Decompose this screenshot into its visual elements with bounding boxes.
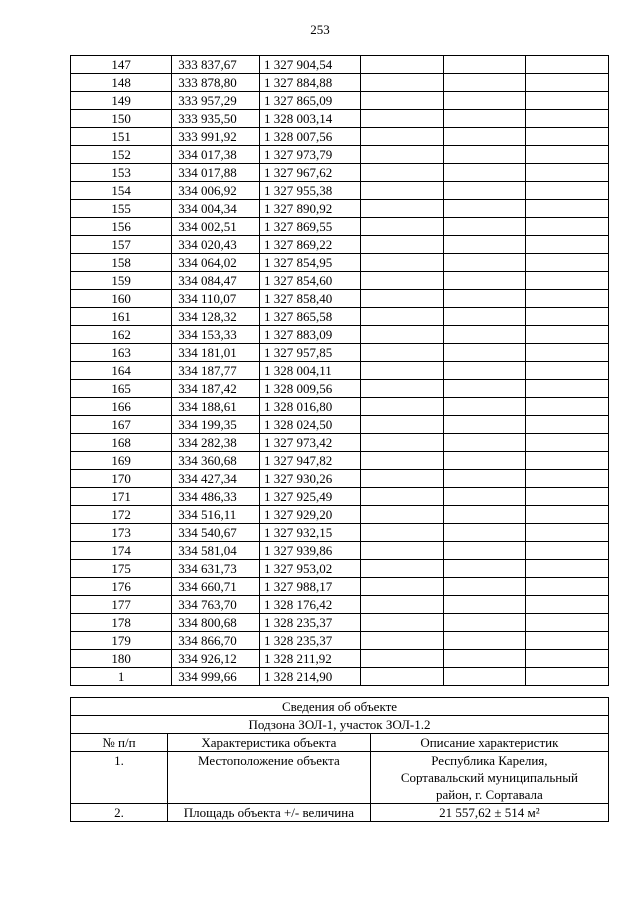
coordinate-x: 334 516,11 — [172, 506, 260, 524]
empty-cell — [526, 74, 609, 92]
coordinate-x: 334 540,67 — [172, 524, 260, 542]
empty-cell — [361, 650, 444, 668]
table-row — [71, 290, 609, 308]
table-row — [71, 506, 609, 524]
table-row — [71, 560, 609, 578]
empty-cell — [361, 326, 444, 344]
point-number: 180 — [71, 650, 172, 668]
coordinate-y: 1 327 883,09 — [259, 326, 360, 344]
empty-cell — [361, 272, 444, 290]
coordinate-y: 1 327 929,20 — [259, 506, 360, 524]
page-number: 253 — [310, 22, 330, 37]
empty-cell — [361, 470, 444, 488]
coordinate-y: 1 328 007,56 — [259, 128, 360, 146]
row-description — [370, 804, 608, 822]
empty-cell — [443, 92, 526, 110]
empty-cell — [361, 596, 444, 614]
point-number: 165 — [71, 380, 172, 398]
coordinate-x: 334 084,47 — [172, 272, 260, 290]
table-row — [71, 614, 609, 632]
point-number: 150 — [71, 110, 172, 128]
point-number: 179 — [71, 632, 172, 650]
empty-cell — [526, 560, 609, 578]
coordinate-y: 1 327 904,54 — [259, 56, 360, 74]
coordinate-y: 1 327 869,22 — [259, 236, 360, 254]
empty-cell — [361, 578, 444, 596]
empty-cell — [526, 200, 609, 218]
empty-cell — [526, 146, 609, 164]
empty-cell — [443, 74, 526, 92]
empty-cell — [526, 290, 609, 308]
empty-cell — [361, 254, 444, 272]
coordinate-y: 1 327 967,62 — [259, 164, 360, 182]
empty-cell — [526, 488, 609, 506]
empty-cell — [361, 668, 444, 686]
row-num: 2. — [71, 804, 168, 822]
coordinate-x: 334 110,07 — [172, 290, 260, 308]
empty-cell — [361, 452, 444, 470]
empty-cell — [443, 668, 526, 686]
empty-cell — [443, 218, 526, 236]
coordinate-y: 1 328 003,14 — [259, 110, 360, 128]
coordinate-x: 333 991,92 — [172, 128, 260, 146]
empty-cell — [361, 488, 444, 506]
empty-cell — [443, 164, 526, 182]
empty-cell — [443, 362, 526, 380]
empty-cell — [443, 272, 526, 290]
empty-cell — [443, 344, 526, 362]
coordinate-x: 334 926,12 — [172, 650, 260, 668]
empty-cell — [361, 362, 444, 380]
coordinate-y: 1 327 939,86 — [259, 542, 360, 560]
coordinate-y: 1 327 869,55 — [259, 218, 360, 236]
empty-cell — [443, 254, 526, 272]
table-row — [71, 632, 609, 650]
coordinate-x: 334 188,61 — [172, 398, 260, 416]
coordinate-x: 333 837,67 — [172, 56, 260, 74]
empty-cell — [526, 128, 609, 146]
table-row — [71, 218, 609, 236]
coordinate-y: 1 327 858,40 — [259, 290, 360, 308]
coordinate-x: 334 631,73 — [172, 560, 260, 578]
coordinate-x: 334 282,38 — [172, 434, 260, 452]
table-row — [71, 596, 609, 614]
point-number: 149 — [71, 92, 172, 110]
table-row — [71, 380, 609, 398]
empty-cell — [443, 56, 526, 74]
table-row — [71, 650, 609, 668]
coordinate-y: 1 327 947,82 — [259, 452, 360, 470]
empty-cell — [361, 434, 444, 452]
empty-cell — [443, 398, 526, 416]
empty-cell — [526, 416, 609, 434]
empty-cell — [361, 344, 444, 362]
coordinate-y: 1 327 854,60 — [259, 272, 360, 290]
row-characteristic: Местоположение объекта — [168, 752, 371, 804]
empty-cell — [526, 398, 609, 416]
row-description — [370, 752, 608, 804]
empty-cell — [443, 200, 526, 218]
table-row — [71, 488, 609, 506]
empty-cell — [361, 146, 444, 164]
point-number: 176 — [71, 578, 172, 596]
coordinate-x: 334 002,51 — [172, 218, 260, 236]
coordinate-x: 334 486,33 — [172, 488, 260, 506]
table-row — [71, 668, 609, 686]
coordinate-x: 334 581,04 — [172, 542, 260, 560]
empty-cell — [526, 236, 609, 254]
point-number: 155 — [71, 200, 172, 218]
point-number: 148 — [71, 74, 172, 92]
empty-cell — [443, 524, 526, 542]
table-row — [71, 236, 609, 254]
coordinate-y: 1 328 214,90 — [259, 668, 360, 686]
empty-cell — [361, 632, 444, 650]
empty-cell — [361, 542, 444, 560]
coordinate-y: 1 327 930,26 — [259, 470, 360, 488]
empty-cell — [526, 452, 609, 470]
point-number: 147 — [71, 56, 172, 74]
empty-cell — [443, 308, 526, 326]
coordinate-x: 333 878,80 — [172, 74, 260, 92]
empty-cell — [361, 92, 444, 110]
table-row — [71, 200, 609, 218]
coordinate-x: 333 957,29 — [172, 92, 260, 110]
empty-cell — [443, 434, 526, 452]
coordinate-x: 334 187,42 — [172, 380, 260, 398]
empty-cell — [526, 344, 609, 362]
empty-cell — [526, 380, 609, 398]
table-row — [71, 92, 609, 110]
empty-cell — [443, 452, 526, 470]
empty-cell — [443, 650, 526, 668]
table-row — [71, 74, 609, 92]
coordinate-y: 1 327 854,95 — [259, 254, 360, 272]
point-number: 166 — [71, 398, 172, 416]
empty-cell — [361, 236, 444, 254]
table-row — [71, 146, 609, 164]
coordinate-x: 334 153,33 — [172, 326, 260, 344]
header-description: Описание характеристик — [370, 734, 608, 752]
empty-cell — [361, 398, 444, 416]
point-number: 175 — [71, 560, 172, 578]
coordinate-y: 1 327 955,38 — [259, 182, 360, 200]
coordinate-x: 334 004,34 — [172, 200, 260, 218]
description-line: 21 557,62 ± 514 м² — [439, 805, 540, 820]
empty-cell — [526, 326, 609, 344]
empty-cell — [361, 614, 444, 632]
empty-cell — [443, 632, 526, 650]
coordinate-y: 1 327 925,49 — [259, 488, 360, 506]
empty-cell — [443, 128, 526, 146]
empty-cell — [443, 326, 526, 344]
point-number: 164 — [71, 362, 172, 380]
empty-cell — [443, 470, 526, 488]
empty-cell — [443, 182, 526, 200]
point-number: 174 — [71, 542, 172, 560]
header-num: № п/п — [71, 734, 168, 752]
empty-cell — [443, 110, 526, 128]
coordinate-x: 334 866,70 — [172, 632, 260, 650]
empty-cell — [443, 596, 526, 614]
point-number: 169 — [71, 452, 172, 470]
coordinate-y: 1 327 953,02 — [259, 560, 360, 578]
empty-cell — [361, 200, 444, 218]
empty-cell — [443, 506, 526, 524]
empty-cell — [526, 668, 609, 686]
coordinate-y: 1 328 024,50 — [259, 416, 360, 434]
empty-cell — [526, 218, 609, 236]
point-number: 153 — [71, 164, 172, 182]
object-info-table — [70, 697, 609, 822]
table-row — [71, 56, 609, 74]
empty-cell — [443, 488, 526, 506]
point-number: 156 — [71, 218, 172, 236]
coordinate-y: 1 328 235,37 — [259, 614, 360, 632]
coordinate-y: 1 328 235,37 — [259, 632, 360, 650]
table-row — [71, 362, 609, 380]
coordinate-x: 334 427,34 — [172, 470, 260, 488]
empty-cell — [361, 506, 444, 524]
point-number: 163 — [71, 344, 172, 362]
empty-cell — [526, 434, 609, 452]
empty-cell — [443, 560, 526, 578]
table-row — [71, 308, 609, 326]
table-row — [71, 182, 609, 200]
coordinate-x: 333 935,50 — [172, 110, 260, 128]
point-number: 167 — [71, 416, 172, 434]
coordinate-x: 334 187,77 — [172, 362, 260, 380]
info-row — [71, 804, 609, 822]
coordinate-y: 1 328 211,92 — [259, 650, 360, 668]
coordinate-x: 334 128,32 — [172, 308, 260, 326]
table-row — [71, 128, 609, 146]
empty-cell — [526, 470, 609, 488]
empty-cell — [361, 182, 444, 200]
coordinate-y: 1 328 176,42 — [259, 596, 360, 614]
coordinate-x: 334 999,66 — [172, 668, 260, 686]
empty-cell — [361, 416, 444, 434]
point-number: 152 — [71, 146, 172, 164]
empty-cell — [443, 542, 526, 560]
point-number: 1 — [71, 668, 172, 686]
coordinate-y: 1 327 973,79 — [259, 146, 360, 164]
table-row — [71, 578, 609, 596]
point-number: 172 — [71, 506, 172, 524]
coordinate-x: 334 006,92 — [172, 182, 260, 200]
empty-cell — [443, 380, 526, 398]
empty-cell — [443, 290, 526, 308]
coordinate-y: 1 327 865,58 — [259, 308, 360, 326]
coordinates-table — [70, 55, 609, 686]
empty-cell — [361, 110, 444, 128]
empty-cell — [443, 578, 526, 596]
table-row — [71, 542, 609, 560]
point-number: 178 — [71, 614, 172, 632]
table-row — [71, 452, 609, 470]
point-number: 168 — [71, 434, 172, 452]
point-number: 173 — [71, 524, 172, 542]
coordinate-x: 334 181,01 — [172, 344, 260, 362]
point-number: 162 — [71, 326, 172, 344]
coordinate-y: 1 327 884,88 — [259, 74, 360, 92]
table-row — [71, 398, 609, 416]
empty-cell — [361, 164, 444, 182]
empty-cell — [526, 632, 609, 650]
empty-cell — [526, 578, 609, 596]
empty-cell — [361, 380, 444, 398]
empty-cell — [526, 92, 609, 110]
point-number: 171 — [71, 488, 172, 506]
row-characteristic: Площадь объекта +/- величина — [168, 804, 371, 822]
coordinate-y: 1 327 865,09 — [259, 92, 360, 110]
point-number: 177 — [71, 596, 172, 614]
table-row — [71, 434, 609, 452]
empty-cell — [361, 128, 444, 146]
point-number: 158 — [71, 254, 172, 272]
empty-cell — [526, 56, 609, 74]
empty-cell — [526, 362, 609, 380]
coordinate-y: 1 327 973,42 — [259, 434, 360, 452]
table-row — [71, 110, 609, 128]
coordinate-x: 334 064,02 — [172, 254, 260, 272]
point-number: 157 — [71, 236, 172, 254]
empty-cell — [526, 614, 609, 632]
empty-cell — [526, 164, 609, 182]
point-number: 151 — [71, 128, 172, 146]
empty-cell — [443, 614, 526, 632]
table-row — [71, 344, 609, 362]
coordinate-x: 334 017,38 — [172, 146, 260, 164]
row-num: 1. — [71, 752, 168, 804]
coordinate-y: 1 327 988,17 — [259, 578, 360, 596]
point-number: 161 — [71, 308, 172, 326]
empty-cell — [361, 290, 444, 308]
empty-cell — [361, 218, 444, 236]
table-row — [71, 164, 609, 182]
empty-cell — [526, 272, 609, 290]
info-subtitle: Подзона ЗОЛ-1, участок ЗОЛ-1.2 — [71, 716, 609, 734]
empty-cell — [443, 146, 526, 164]
table-row — [71, 272, 609, 290]
coordinate-y: 1 327 932,15 — [259, 524, 360, 542]
coordinate-x: 334 360,68 — [172, 452, 260, 470]
empty-cell — [361, 56, 444, 74]
empty-cell — [526, 506, 609, 524]
empty-cell — [526, 110, 609, 128]
coordinate-y: 1 327 957,85 — [259, 344, 360, 362]
header-characteristic: Характеристика объекта — [168, 734, 371, 752]
table-row — [71, 326, 609, 344]
empty-cell — [361, 74, 444, 92]
empty-cell — [526, 254, 609, 272]
description-line: район, г. Сортавала — [435, 787, 543, 802]
empty-cell — [526, 308, 609, 326]
coordinate-x: 334 199,35 — [172, 416, 260, 434]
table-row — [71, 416, 609, 434]
empty-cell — [526, 650, 609, 668]
description-line: Республика Карелия, — [431, 753, 548, 768]
coordinate-y: 1 328 009,56 — [259, 380, 360, 398]
info-row — [71, 752, 609, 804]
coordinate-y: 1 328 016,80 — [259, 398, 360, 416]
empty-cell — [526, 182, 609, 200]
empty-cell — [526, 542, 609, 560]
description-line: Сортавальский муниципальный — [400, 770, 578, 785]
coordinate-x: 334 660,71 — [172, 578, 260, 596]
empty-cell — [361, 524, 444, 542]
empty-cell — [526, 596, 609, 614]
empty-cell — [361, 308, 444, 326]
table-row — [71, 470, 609, 488]
coordinate-x: 334 800,68 — [172, 614, 260, 632]
empty-cell — [443, 416, 526, 434]
point-number: 159 — [71, 272, 172, 290]
coordinate-y: 1 328 004,11 — [259, 362, 360, 380]
empty-cell — [526, 524, 609, 542]
point-number: 170 — [71, 470, 172, 488]
coordinate-x: 334 017,88 — [172, 164, 260, 182]
point-number: 154 — [71, 182, 172, 200]
empty-cell — [443, 236, 526, 254]
table-row — [71, 524, 609, 542]
info-title: Сведения об объекте — [71, 698, 609, 716]
coordinate-y: 1 327 890,92 — [259, 200, 360, 218]
empty-cell — [361, 560, 444, 578]
point-number: 160 — [71, 290, 172, 308]
table-row — [71, 254, 609, 272]
coordinate-x: 334 763,70 — [172, 596, 260, 614]
coordinate-x: 334 020,43 — [172, 236, 260, 254]
